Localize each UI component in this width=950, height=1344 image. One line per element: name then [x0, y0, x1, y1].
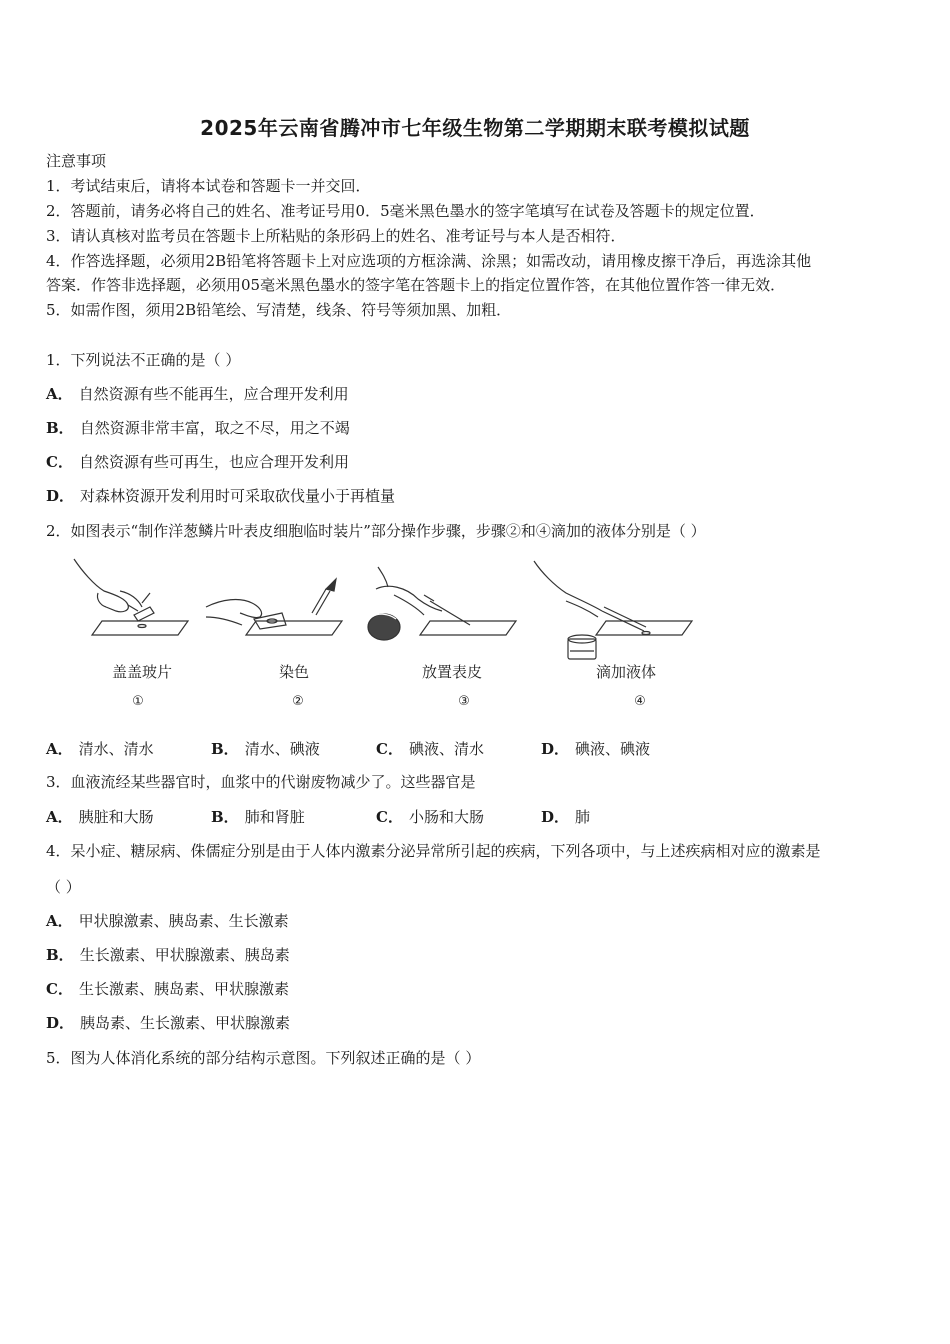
q3-stem: 3．血液流经某些器官时，血浆中的代谢废物减少了。这些器官是	[46, 773, 476, 791]
q2-stem: 2．如图表示“制作洋葱鳞片叶表皮细胞临时装片”部分操作步骤，步骤②和④滴加的液体分别是（ ）	[46, 522, 706, 540]
option-text: 碘液、清水	[408, 740, 484, 758]
q4-stem-cont: （ ）	[46, 878, 81, 896]
option-text: 自然资源有些可再生，也应合理开发利用	[78, 453, 349, 471]
option-letter: B．	[211, 808, 239, 826]
q3-option-c	[376, 806, 541, 827]
figure-caption-2: 染色	[278, 663, 310, 681]
q2-option-b	[211, 738, 376, 759]
q1-option-d	[46, 486, 395, 506]
option-text: 自然资源有些不能再生，应合理开发利用	[78, 385, 349, 403]
q5-stem: 5．图为人体消化系统的部分结构示意图。下列叙述正确的是（ ）	[46, 1049, 481, 1067]
step4-illustration	[534, 561, 692, 659]
q2-option-c	[376, 738, 541, 759]
option-text: 自然资源非常丰富，取之不尽，用之不竭	[79, 419, 350, 437]
option-text: 碘液、碘液	[575, 740, 651, 758]
notice-item-5: 5．如需作图，须用2B铅笔绘、写清楚，线条、符号等须加黑、加粗．	[46, 301, 512, 319]
step2-illustration	[206, 579, 342, 635]
step3-illustration	[368, 567, 516, 640]
option-letter: A．	[46, 808, 73, 826]
option-letter: C．	[376, 740, 403, 758]
option-letter: D．	[46, 1014, 75, 1032]
figure-number-4: ④	[634, 694, 646, 709]
q4-option-c	[46, 979, 289, 999]
option-text: 小肠和大肠	[408, 808, 484, 826]
option-text: 清水、清水	[78, 740, 154, 758]
q2-options	[46, 738, 650, 759]
q3-option-d	[541, 806, 590, 827]
option-letter: B．	[46, 419, 74, 437]
option-text: 生长激素、胰岛素、甲状腺激素	[78, 980, 289, 998]
q3-option-a	[46, 806, 211, 827]
option-text: 肺和肾脏	[244, 808, 305, 826]
q4-stem: 4．呆小症、糖尿病、侏儒症分别是由于人体内激素分泌异常所引起的疾病，下列各项中，与上述疾病相对应的激素是	[46, 842, 821, 860]
option-text: 肺	[575, 808, 591, 826]
figure-number-1: ①	[132, 694, 144, 709]
option-text: 甲状腺激素、胰岛素、生长激素	[78, 912, 289, 930]
option-text: 胰岛素、生长激素、甲状腺激素	[80, 1014, 291, 1032]
q2-option-a	[46, 738, 211, 759]
q2-figure	[46, 555, 706, 715]
option-letter: C．	[46, 453, 73, 471]
page-title: 2025年云南省腾冲市七年级生物第二学期期末联考模拟试题	[200, 116, 750, 140]
q4-option-a	[46, 911, 289, 931]
option-letter: B．	[211, 740, 239, 758]
notice-item-3: 3．请认真核对监考员在答题卡上所粘贴的条形码上的姓名、准考证号与本人是否相符．	[46, 227, 626, 245]
step1-illustration	[74, 559, 188, 635]
option-letter: A．	[46, 912, 73, 930]
q4-option-d	[46, 1013, 290, 1033]
notice-item-1: 1．考试结束后，请将本试卷和答题卡一并交回．	[46, 177, 371, 195]
figure-caption-1: 盖盖玻片	[111, 663, 173, 681]
option-letter: C．	[376, 808, 403, 826]
notice-item-4: 4．作答选择题，必须用2B铅笔将答题卡上对应选项的方框涂满、涂黑；如需改动，请用橡皮擦干净后，再选涂其他	[46, 252, 812, 270]
notice-item-4-cont: 答案．作答非选择题，必须用05毫米黑色墨水的签字笔在答题卡上的指定位置作答，在其他位置作答一律无效．	[46, 276, 786, 294]
option-letter: D．	[541, 808, 570, 826]
option-text: 清水、碘液	[244, 740, 320, 758]
q3-options	[46, 806, 590, 827]
option-letter: D．	[541, 740, 570, 758]
q1-option-a	[46, 384, 349, 404]
figure-number-2: ②	[292, 694, 304, 709]
option-letter: D．	[46, 487, 75, 505]
option-text: 胰脏和大肠	[78, 808, 154, 826]
q1-option-b	[46, 418, 350, 438]
option-letter: B．	[46, 946, 74, 964]
q4-option-b	[46, 945, 290, 965]
figure-caption-3: 放置表皮	[421, 663, 483, 681]
option-letter: A．	[46, 740, 73, 758]
q1-option-c	[46, 452, 349, 472]
q1-stem: 1．下列说法不正确的是（ ）	[46, 351, 241, 369]
q3-option-b	[211, 806, 376, 827]
q2-option-d	[541, 738, 650, 759]
option-text: 对森林资源开发利用时可采取砍伐量小于再植量	[80, 487, 396, 505]
option-letter: C．	[46, 980, 73, 998]
notice-item-2: 2．答题前，请务必将自己的姓名、准考证号用0．5毫米黑色墨水的签字笔填写在试卷及答题卡的规定位置．	[46, 202, 765, 220]
option-letter: A．	[46, 385, 73, 403]
figure-caption-4: 滴加液体	[595, 663, 657, 681]
figure-number-3: ③	[458, 694, 470, 709]
option-text: 生长激素、甲状腺激素、胰岛素	[79, 946, 290, 964]
notice-heading: 注意事项	[46, 152, 107, 170]
